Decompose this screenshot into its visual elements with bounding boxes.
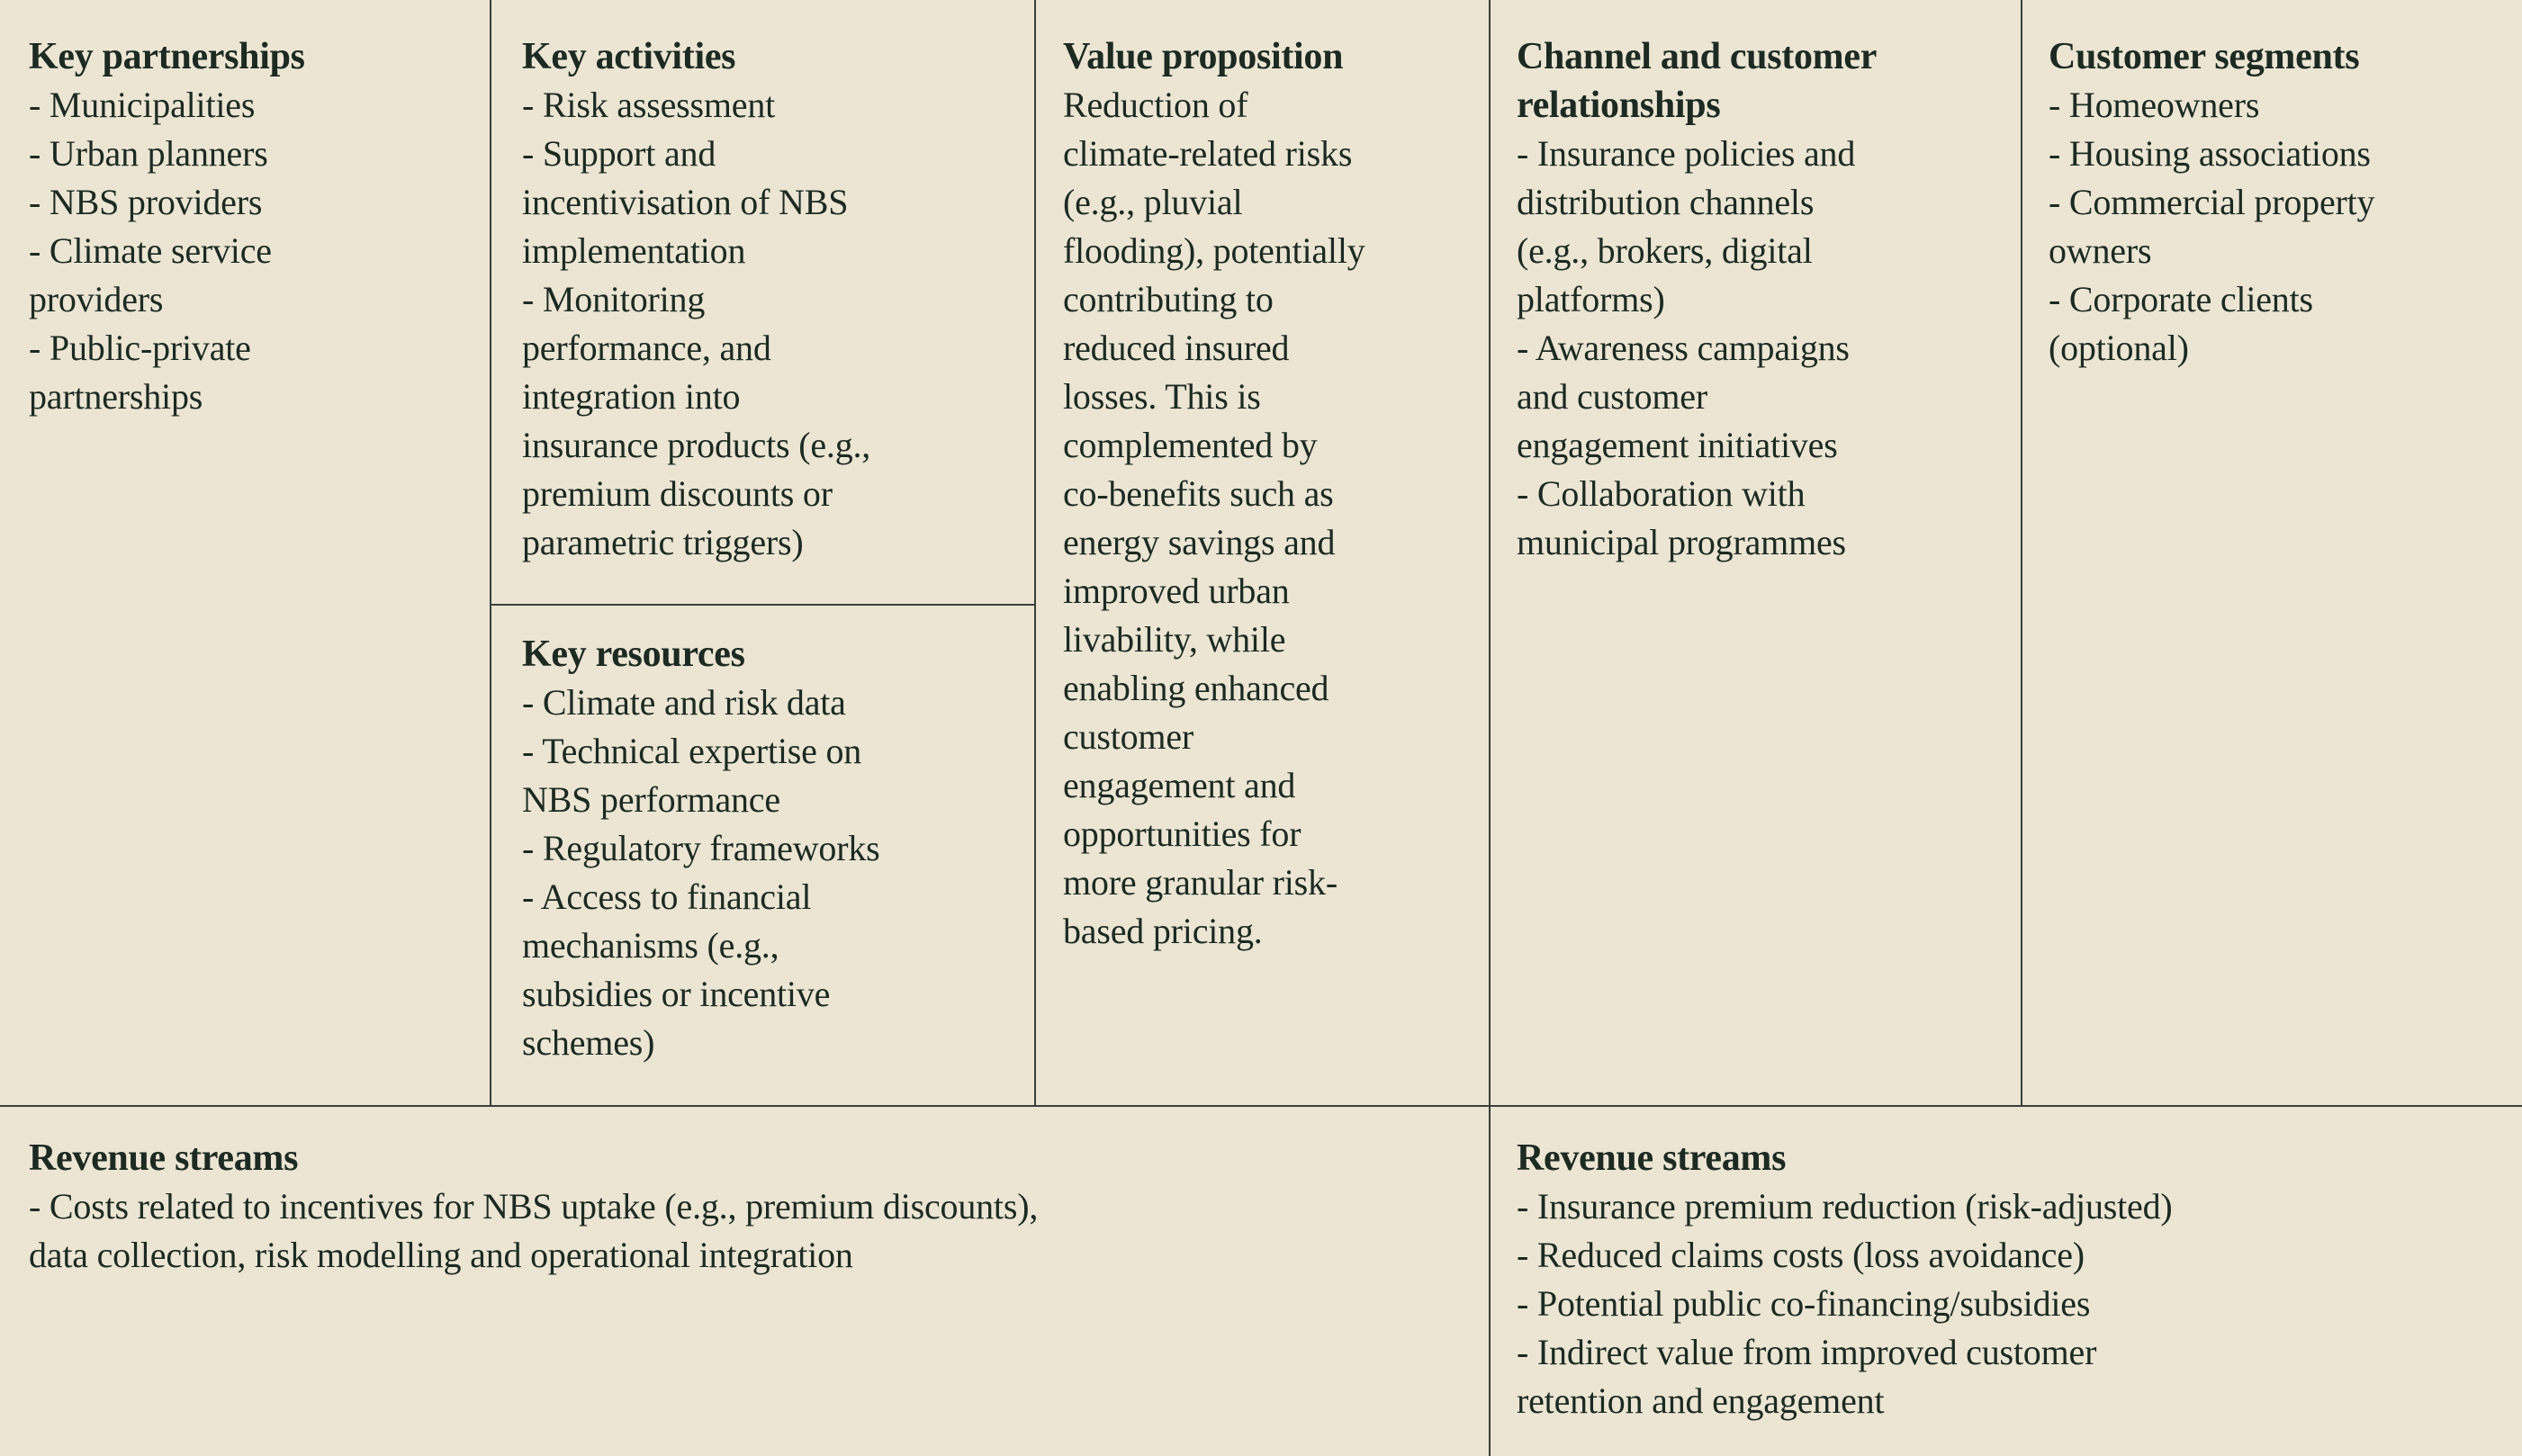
key-activities-line: integration into bbox=[522, 376, 741, 417]
value-proposition-line: Reduction of bbox=[1063, 85, 1248, 125]
cost-structure-line: - Costs related to incentives for NBS uptake (e.g., premium discounts), bbox=[29, 1186, 1039, 1227]
value-proposition-line: contributing to bbox=[1063, 279, 1274, 319]
customer-segments-line: - Corporate clients bbox=[2049, 279, 2313, 319]
customer-segments-list bbox=[2049, 81, 2508, 373]
key-partnerships-line: - Urban planners bbox=[29, 133, 268, 174]
value-proposition-line: (e.g., pluvial bbox=[1063, 182, 1243, 222]
divider-activities-resources bbox=[490, 604, 1036, 606]
key-partnerships-line: - Climate service bbox=[29, 230, 272, 271]
value-proposition-line: livability, while bbox=[1063, 619, 1286, 660]
customer-segments-line: - Commercial property bbox=[2049, 182, 2375, 222]
channels-list bbox=[1517, 130, 2012, 567]
value-proposition-line: enabling enhanced bbox=[1063, 668, 1329, 708]
revenue-streams-list bbox=[1517, 1182, 2507, 1425]
customer-segments-line: - Housing associations bbox=[2049, 133, 2371, 174]
revenue-streams-line: - Potential public co-financing/subsidies bbox=[1517, 1283, 2091, 1324]
key-activities-title: Key activities bbox=[522, 36, 736, 77]
key-activities-line: - Risk assessment bbox=[522, 85, 776, 125]
divider-value-channels bbox=[1489, 0, 1491, 1456]
key-partnerships-title: Key partnerships bbox=[29, 36, 305, 77]
channels-title-line: relationships bbox=[1517, 85, 1721, 126]
divider-top-bottom bbox=[0, 1105, 2522, 1107]
key-partnerships-line: providers bbox=[29, 279, 164, 319]
key-activities-cell bbox=[522, 32, 1026, 567]
key-activities-line: parametric triggers) bbox=[522, 522, 804, 562]
key-resources-line: - Climate and risk data bbox=[522, 682, 846, 723]
key-resources-title: Key resources bbox=[522, 634, 745, 675]
value-proposition-title: Value proposition bbox=[1063, 36, 1344, 77]
channels-line: and customer bbox=[1517, 376, 1707, 417]
value-proposition-line: climate-related risks bbox=[1063, 133, 1353, 174]
key-activities-line: performance, and bbox=[522, 328, 771, 368]
divider-partnerships-activities bbox=[490, 0, 491, 1106]
key-resources-cell bbox=[522, 630, 1026, 1067]
value-proposition-line: energy savings and bbox=[1063, 522, 1336, 562]
key-activities-line: implementation bbox=[522, 230, 746, 271]
key-partnerships-line: partnerships bbox=[29, 376, 203, 417]
customer-segments-line: (optional) bbox=[2049, 328, 2189, 368]
revenue-streams-title: Revenue streams bbox=[1517, 1137, 1787, 1179]
divider-channels-segments bbox=[2021, 0, 2022, 1106]
customer-segments-cell bbox=[2049, 32, 2508, 373]
value-proposition-line: customer bbox=[1063, 716, 1194, 757]
value-proposition-cell bbox=[1063, 32, 1482, 956]
value-proposition-line: reduced insured bbox=[1063, 328, 1290, 368]
revenue-streams-line: - Indirect value from improved customer bbox=[1517, 1332, 2097, 1372]
key-resources-line: - Regulatory frameworks bbox=[522, 828, 880, 868]
channels-line: - Collaboration with bbox=[1517, 473, 1806, 514]
key-activities-list bbox=[522, 81, 1026, 567]
value-proposition-line: based pricing. bbox=[1063, 911, 1263, 951]
value-proposition-line: more granular risk- bbox=[1063, 862, 1338, 903]
channels-line: distribution channels bbox=[1517, 182, 1815, 222]
customer-segments-line: owners bbox=[2049, 230, 2152, 271]
value-proposition-line: co-benefits such as bbox=[1063, 473, 1334, 514]
key-partnerships-line: - Municipalities bbox=[29, 85, 256, 125]
value-proposition-line: losses. This is bbox=[1063, 376, 1261, 417]
revenue-streams-line: - Insurance premium reduction (risk-adjusted) bbox=[1517, 1186, 2173, 1227]
key-resources-line: - Access to financial bbox=[522, 876, 812, 917]
key-activities-line: insurance products (e.g., bbox=[522, 425, 871, 465]
channels-cell bbox=[1517, 32, 2012, 567]
key-activities-line: - Support and bbox=[522, 133, 716, 174]
cost-structure-line: data collection, risk modelling and operational integration bbox=[29, 1235, 853, 1275]
key-partnerships-line: - Public-private bbox=[29, 328, 251, 368]
divider-activities-value bbox=[1034, 0, 1036, 1106]
key-partnerships-cell bbox=[29, 32, 479, 421]
revenue-streams-cell bbox=[1517, 1134, 2507, 1425]
value-proposition-line: opportunities for bbox=[1063, 813, 1302, 854]
channels-line: - Awareness campaigns bbox=[1517, 328, 1850, 368]
key-resources-list bbox=[522, 679, 1026, 1067]
channels-title bbox=[1517, 32, 2012, 130]
revenue-streams-line: retention and engagement bbox=[1517, 1380, 1885, 1421]
revenue-streams-line: - Reduced claims costs (loss avoidance) bbox=[1517, 1235, 2085, 1275]
key-resources-line: - Technical expertise on bbox=[522, 731, 862, 771]
channels-line: - Insurance policies and bbox=[1517, 133, 1856, 174]
value-proposition-line: complemented by bbox=[1063, 425, 1318, 465]
key-partnerships-line: - NBS providers bbox=[29, 182, 263, 222]
channels-line: (e.g., brokers, digital bbox=[1517, 230, 1813, 271]
key-resources-line: mechanisms (e.g., bbox=[522, 925, 779, 966]
key-activities-line: premium discounts or bbox=[522, 473, 833, 514]
value-proposition-text bbox=[1063, 81, 1482, 956]
key-activities-line: - Monitoring bbox=[522, 279, 706, 319]
value-proposition-line: improved urban bbox=[1063, 571, 1290, 611]
key-resources-line: NBS performance bbox=[522, 779, 780, 820]
channels-line: municipal programmes bbox=[1517, 522, 1846, 562]
cost-structure-list bbox=[29, 1182, 1478, 1280]
value-proposition-line: engagement and bbox=[1063, 765, 1296, 805]
key-resources-line: subsidies or incentive bbox=[522, 974, 831, 1014]
customer-segments-title: Customer segments bbox=[2049, 36, 2360, 77]
cost-structure-title: Revenue streams bbox=[29, 1137, 299, 1179]
key-partnerships-list bbox=[29, 81, 479, 421]
channels-line: engagement initiatives bbox=[1517, 425, 1838, 465]
customer-segments-line: - Homeowners bbox=[2049, 85, 2260, 125]
key-resources-line: schemes) bbox=[522, 1022, 655, 1063]
channels-title-line: Channel and customer bbox=[1517, 36, 1878, 77]
cost-structure-cell bbox=[29, 1134, 1478, 1280]
value-proposition-line: flooding), potentially bbox=[1063, 230, 1365, 271]
channels-line: platforms) bbox=[1517, 279, 1665, 319]
key-activities-line: incentivisation of NBS bbox=[522, 182, 849, 222]
